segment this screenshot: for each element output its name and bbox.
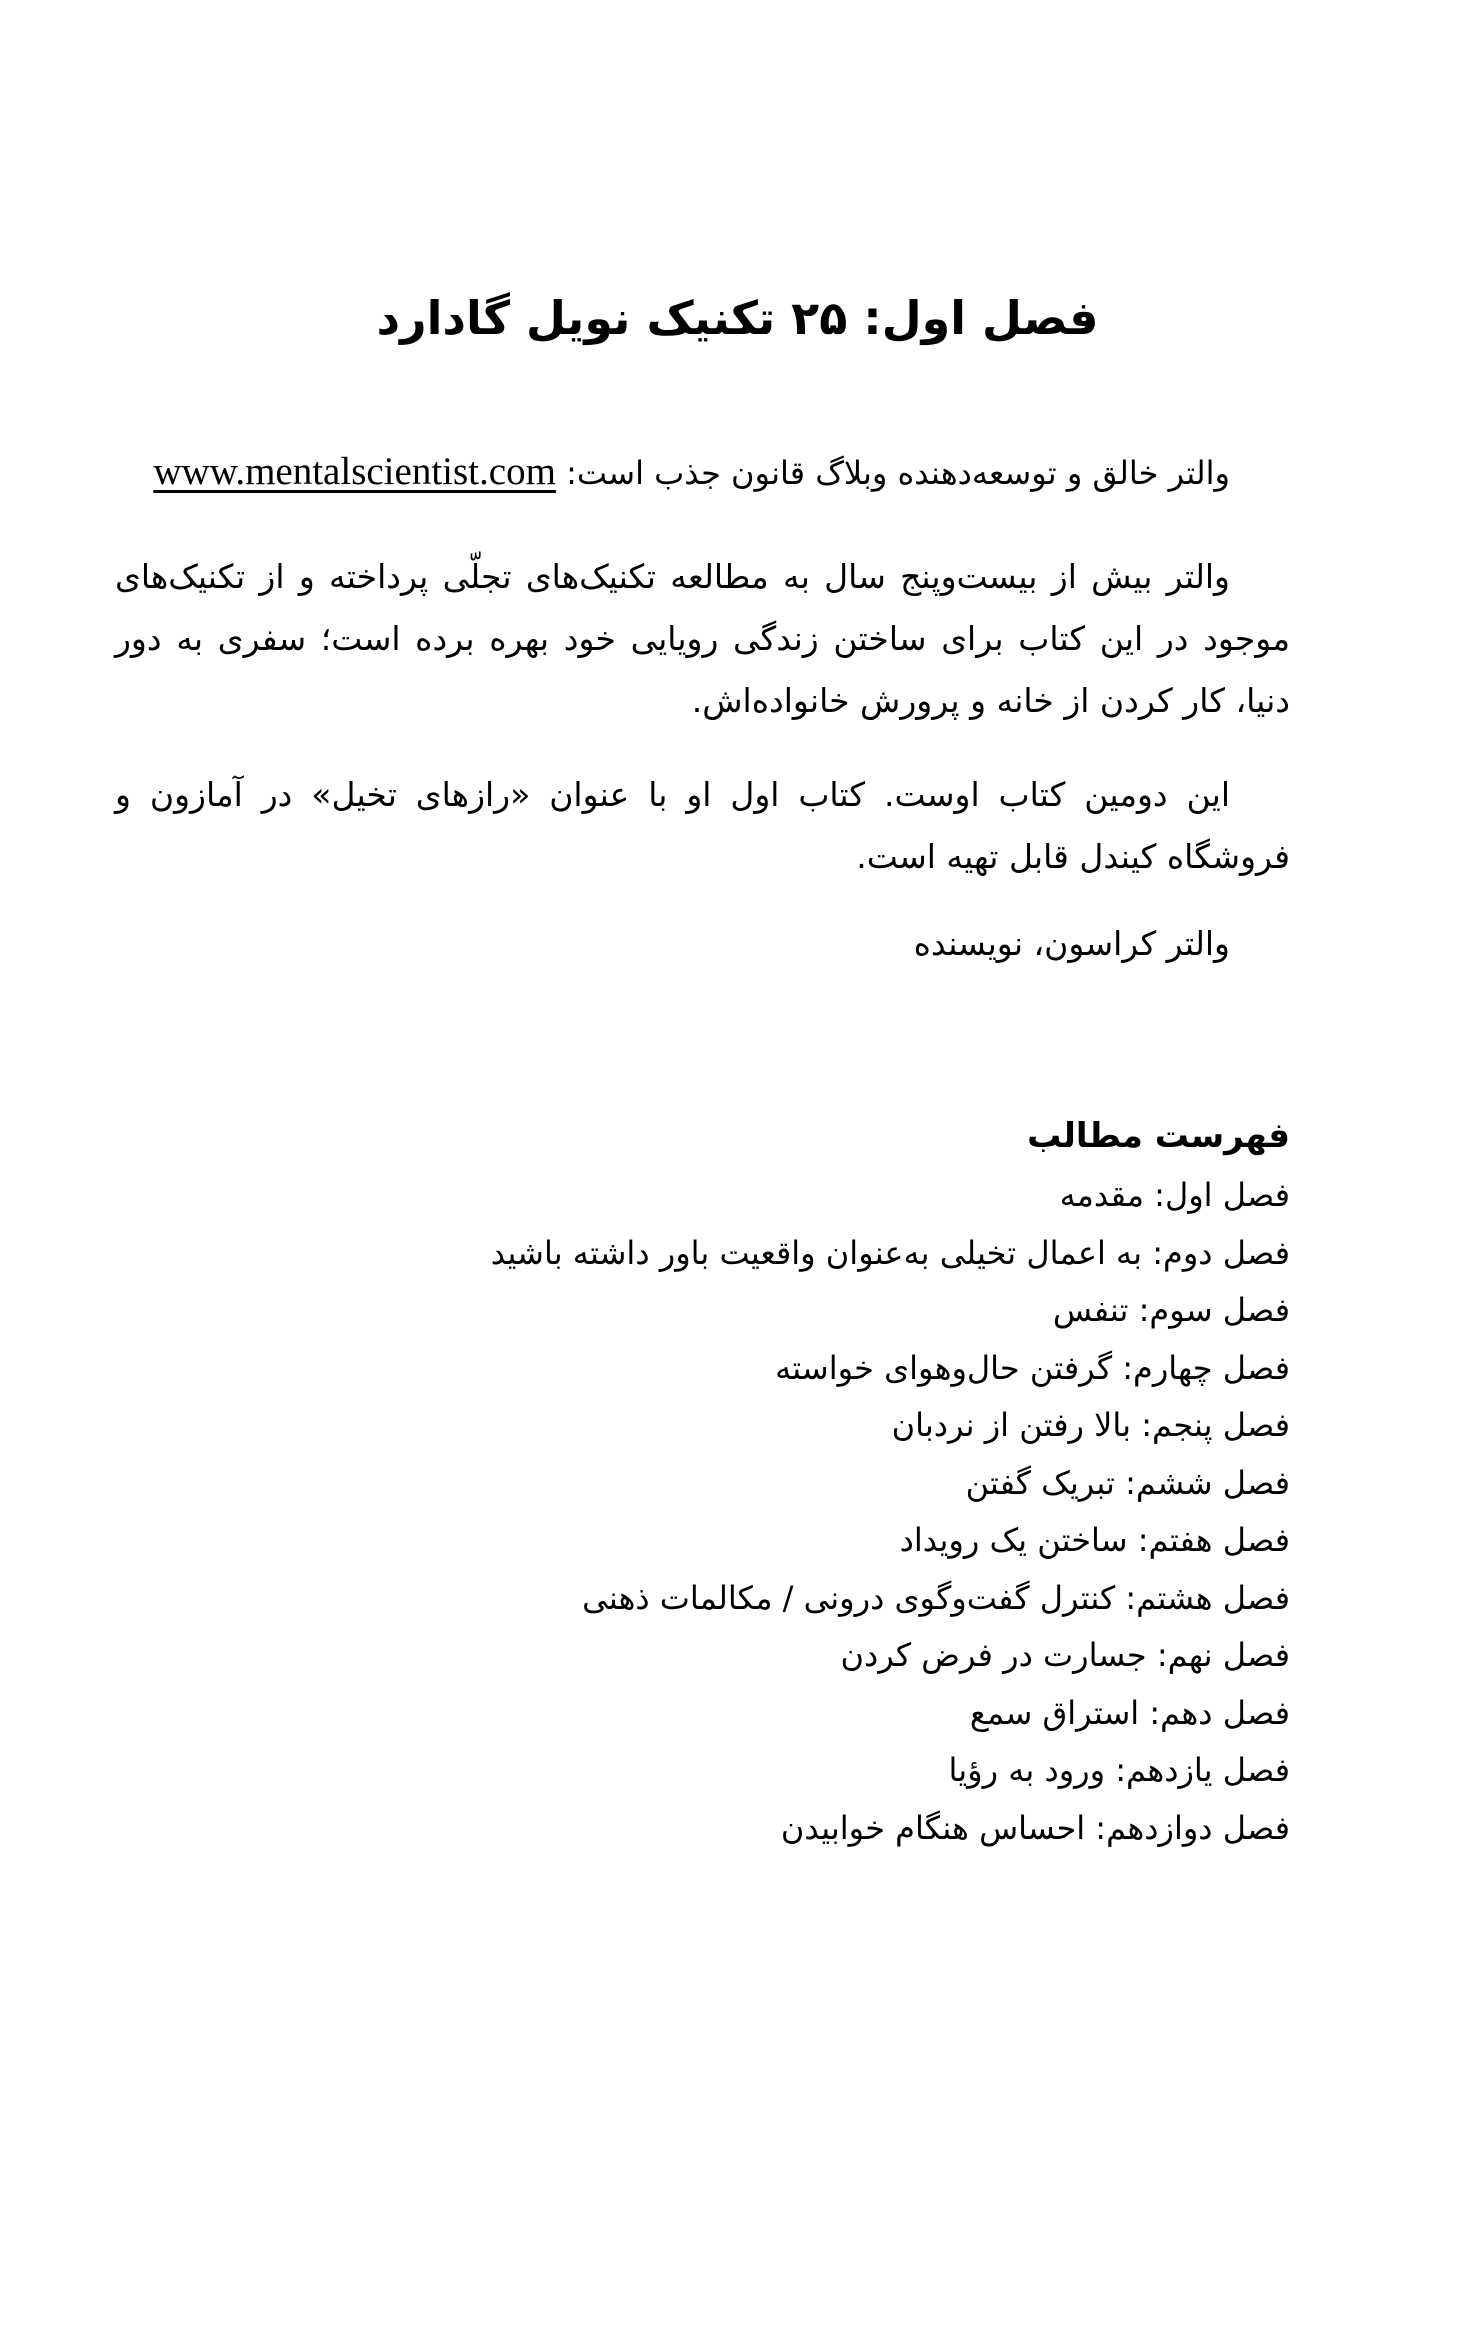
page-content xyxy=(0,441,1475,1857)
chapter-title: فصل اول: ۲۵ تکنیک نویل گادارد xyxy=(376,291,1099,345)
toc-item-chapter-6: فصل ششم: تبریک گفتن xyxy=(965,1463,1290,1502)
toc-item-chapter-7: فصل هفتم: ساختن یک رویداد xyxy=(899,1521,1290,1559)
toc-list xyxy=(115,1167,1290,1857)
book-paragraph: این دومین کتاب اوست. کتاب اول او با عنوان «رازهای تخیل» در آمازون و فروشگاه کیندل قابل تهیه است. xyxy=(115,775,1290,876)
toc-item-chapter-4: فصل چهارم: گرفتن حال‌وهوای خواسته xyxy=(775,1348,1290,1387)
toc-item-chapter-11: فصل یازدهم: ورود به رؤیا xyxy=(948,1751,1290,1789)
toc-item-chapter-12: فصل دوازدهم: احساس هنگام خوابیدن xyxy=(780,1808,1290,1847)
toc-item-chapter-10: فصل دهم: استراق سمع xyxy=(969,1693,1290,1732)
document-page xyxy=(0,283,1475,2331)
author-intro-line xyxy=(115,441,1290,504)
toc-heading: فهرست مطالب xyxy=(1027,1116,1290,1156)
toc-item-chapter-5: فصل پنجم: بالا رفتن از نردبان xyxy=(891,1406,1290,1444)
bio-paragraph: والتر بیش از بیست‌وپنج سال به مطالعه تکنیک‌های تجلّی پرداخته و از تکنیک‌های موجود در این کتاب برای ساختن زندگی رویایی خود بهره برده است؛ سفری به دور دنیا، کار کردن از خانه و پرورش خانواده‌اش. xyxy=(115,557,1290,720)
website-link[interactable]: www.mentalscientist.com xyxy=(153,450,556,493)
toc-item-chapter-3: فصل سوم: تنفس xyxy=(1052,1291,1290,1329)
toc-item-chapter-9: فصل نهم: جسارت در فرض کردن xyxy=(840,1636,1290,1674)
author-signature: والتر کراسون، نویسنده xyxy=(913,924,1230,963)
toc-item-chapter-8: فصل هشتم: کنترل گفت‌وگوی درونی / مکالمات ذهنی xyxy=(582,1578,1290,1617)
toc-item-chapter-1: فصل اول: مقدمه xyxy=(1059,1176,1290,1214)
author-intro-text: والتر خالق و توسعه‌دهنده وبلاگ قانون جذب است: xyxy=(555,454,1230,492)
toc-item-chapter-2: فصل دوم: به اعمال تخیلی به‌عنوان واقعیت باور داشته باشید xyxy=(490,1233,1290,1272)
